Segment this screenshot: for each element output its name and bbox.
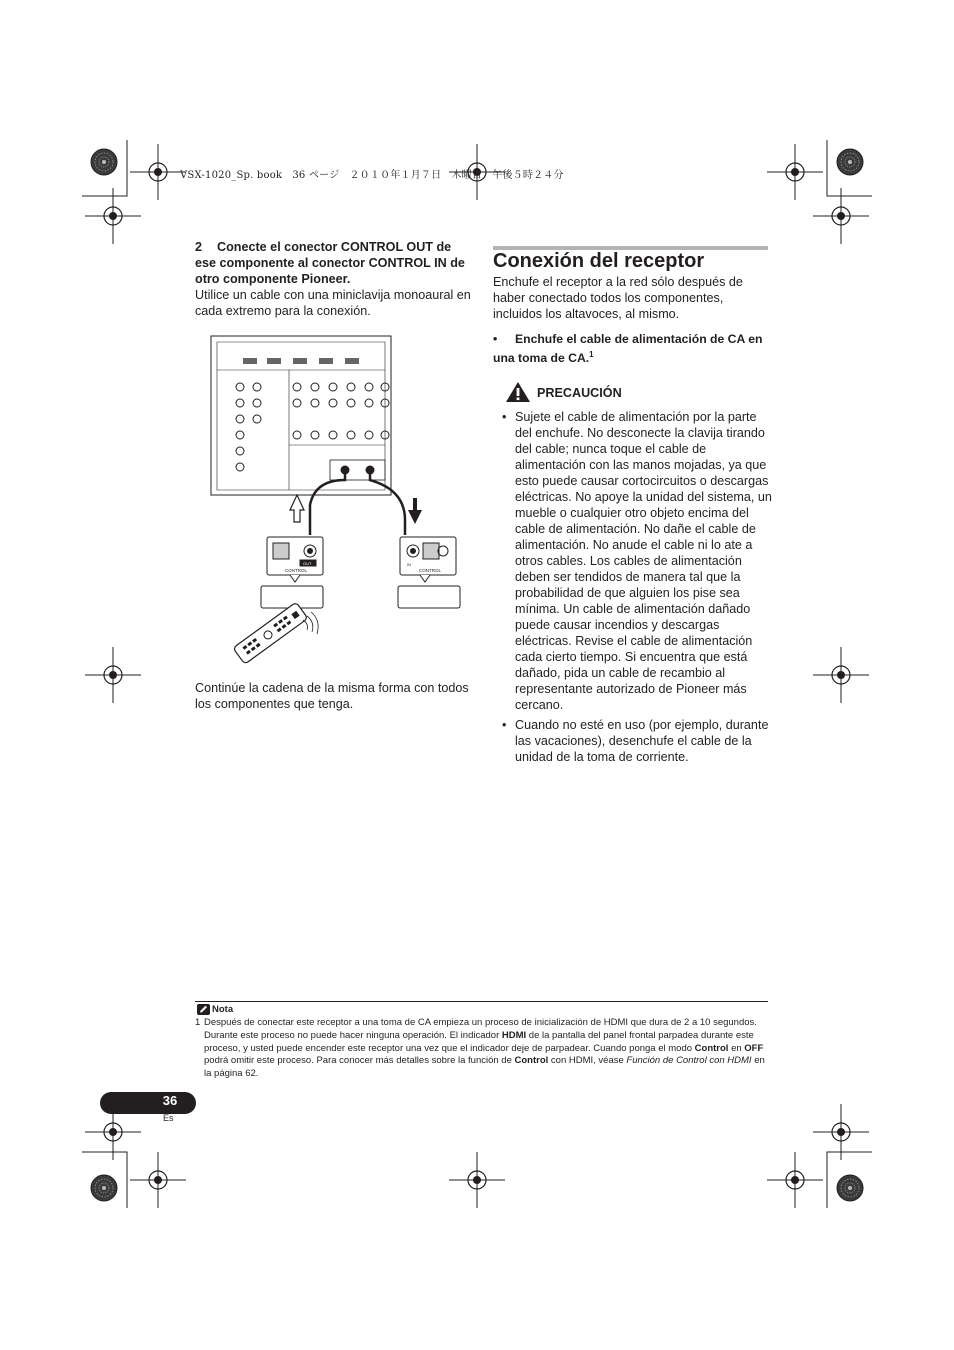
registration-star-bottom-left [91,1175,117,1201]
caution-list [493,409,773,769]
out-label: OUT [303,561,312,566]
footnote-bold-hdmi: HDMI [501,1029,527,1041]
footnote-segment: en la página 62. [204,1055,765,1080]
in-label: IN [407,562,411,567]
section-intro: Enchufe el receptor a la red sólo después de haber conectado todos los componentes, incluidos los altavoces, al mismo. [493,275,743,321]
footnote-text [195,1017,770,1081]
control-label-left: CONTROL [285,568,308,573]
crosshair-top-right [767,144,823,200]
note-title: Nota [212,1004,234,1015]
footnote-bold-control: Control [694,1042,729,1054]
crosshair-bottom-center [449,1152,505,1208]
footnote-body [204,1017,770,1081]
section-heading: Conexión del receptor [493,250,705,272]
footnote-ref: 1 [589,350,594,359]
caution-item: • Cuando no esté en uso (por ejemplo, durante las vacaciones), desenchufe el cable de la unidad de la toma de corriente. [493,717,773,765]
note-pencil-icon [197,1004,210,1015]
caution-item: • Sujete el cable de alimentación por la parte del enchufe. No desconecte la clavija tirando del cable; nunca toque el cable de alimentación con las manos mojadas, ya que esto puede causar cortocircuitos o descargas eléctricas. No apoye la unidad del sistema, un mueble o cualquier otro objeto encima del cable de alimentación. No dañe el cable de alimentación. No anude el cable ni lo ate a otros cables. Los cables de alimentación deben ser tendidos de manera tal que la probabilidad de que alguien los pise sea mínima. Un cable de alimentación dañado puede causar incendios y descargas eléctricas. Revise el cable de alimentación cada cierto tiempo. Si encuentra que está dañado, pida un cable de recambio al representante autorizado de Pioneer más cercano. [493,409,773,713]
footnote-bold-control: Control [514,1055,549,1067]
footnote-segment: podrá omitir este proceso. Para conocer más detalles sobre la función de [204,1055,515,1067]
registration-star-bottom-right [837,1175,863,1201]
remote-control-icon [233,602,308,664]
power-cord-instruction [493,331,773,366]
step-description: Utilice un cable con una miniclavija monoaural en cada extremo para la conexión. [195,288,471,318]
step-title: Conecte el conector CONTROL OUT de ese componente al conector CONTROL IN de otro componente Pioneer. [195,240,465,286]
footnote-segment: con HDMI, véase [548,1055,627,1067]
control-label-right: CONTROL [419,568,442,573]
print-header-line: VSX-1020_Sp. book 36 ページ ２０１０年１月７日 木曜日 午後５時２４分 [180,170,564,181]
caution-title: PRECAUCIÓN [537,386,622,400]
receiver-rear-panel [211,336,391,495]
continue-chain-text: Continúe la cadena de la misma forma con todos los componentes que tenga. [195,681,469,711]
footnote-segment: Después de conectar este receptor a una toma de CA empieza un proceso de inicialización de HDMI que dura de 2 a 10 segundos. Durante este proceso no puede hacer ninguna operación. El indicador [204,1017,757,1041]
crosshair-mid-right [813,647,869,703]
registration-star-top-left [91,149,117,175]
footnote-number: 1 [195,1017,201,1028]
crosshair-top-left [130,144,186,200]
crosshair-mid-left [85,647,141,703]
footnote-segment: de la pantalla del panel frontal parpadea durante este proceso, y usted puede encender este receptor una vez que el indicador deje de parpadear. Cuando ponga el modo [204,1029,754,1054]
up-arrow-icon [290,495,304,522]
crosshair-bottom-right [767,1152,823,1208]
bullet-marker: • [493,332,498,346]
crosshair-bottom-left [130,1152,186,1208]
registration-star-top-right [837,149,863,175]
power-cord-text: Enchufe el cable de alimentación de CA en una toma de CA. [493,332,763,366]
step-2-instruction [195,239,470,287]
warning-icon [505,381,531,403]
footnote-segment: en [728,1042,745,1054]
footnote-bold-off: OFF [744,1042,764,1054]
control-connection-diagram [195,330,442,675]
note-rule [195,1001,768,1002]
footnote-reference-title: Función de Control con HDMI [626,1055,752,1067]
page-language: Es [163,1113,174,1123]
step-number: 2 [195,240,203,254]
page-number: 36 [162,1093,178,1108]
